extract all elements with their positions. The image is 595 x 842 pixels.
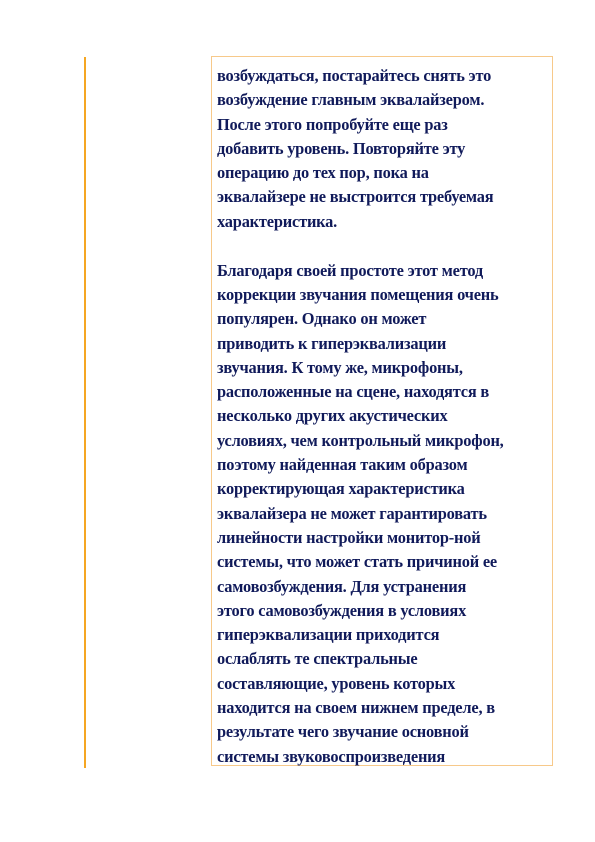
text-line: корректирующая характеристика	[217, 479, 465, 499]
text-line: составляющие, уровень которых	[217, 673, 456, 693]
text-line: системы звуковоспроизведения	[217, 746, 446, 766]
text-line: характеристика.	[217, 211, 338, 231]
text-line: ослаблять те спектральные	[217, 649, 418, 669]
text-line: добавить уровень. Повторяйте эту	[217, 138, 466, 158]
margin-rule	[84, 57, 86, 768]
text-line: операцию до тех пор, пока на	[217, 163, 429, 183]
text-line: популярен. Однако он может	[217, 309, 427, 329]
paragraph-2	[217, 259, 550, 769]
text-line: Благодаря своей простоте этот метод	[217, 260, 483, 280]
text-line: этого самовозбуждения в условиях	[217, 600, 467, 620]
text-line: эквалайзера не может гарантировать	[217, 503, 487, 523]
text-line: эквалайзере не выстроится требуемая	[217, 187, 494, 207]
text-line: коррекции звучания помещения очень	[217, 284, 499, 304]
text-line: находится на своем нижнем пределе, в	[217, 698, 495, 718]
paragraph-1	[217, 64, 550, 234]
text-line: звучания. К тому же, микрофоны,	[217, 357, 463, 377]
text-line: расположенные на сцене, находятся в	[217, 382, 490, 402]
text-line: После этого попробуйте еще раз	[217, 114, 448, 134]
text-line: приводить к гиперэквализации	[217, 333, 447, 353]
text-line: гиперэквализации приходится	[217, 625, 440, 645]
text-line: поэтому найденная таким образом	[217, 455, 468, 475]
text-line: системы, что может стать причиной ее	[217, 552, 498, 572]
text-line: возбуждение главным эквалайзером.	[217, 90, 485, 110]
text-line: результате чего звучание основной	[217, 722, 469, 742]
text-line: условиях, чем контрольный микрофон,	[217, 430, 504, 450]
text-frame	[211, 56, 553, 766]
text-line: линейности настройки монитор-ной	[217, 527, 481, 547]
text-line: самовозбуждения. Для устранения	[217, 576, 467, 596]
text-line: возбуждаться, постарайтесь снять это	[217, 66, 492, 85]
text-line: несколько других акустических	[217, 406, 448, 426]
